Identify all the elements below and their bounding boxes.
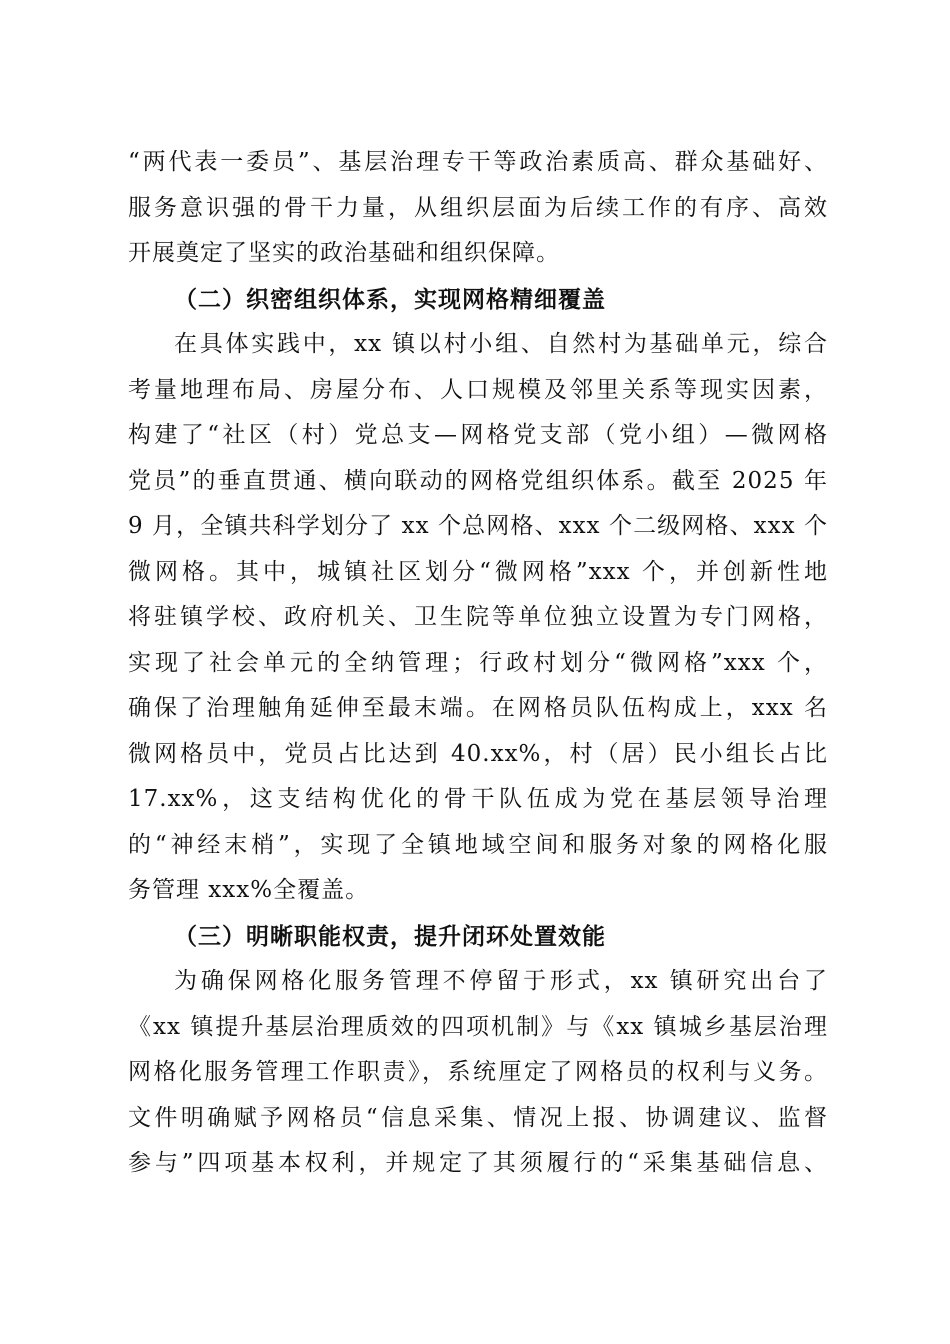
paragraph-line: 的“神经末梢”，实现了全镇地域空间和服务对象的网格化服 — [128, 831, 828, 858]
paragraph-line: 开展奠定了坚实的政治基础和组织保障。 — [128, 240, 560, 266]
paragraph-line: 实现了社会单元的全纳管理；行政村划分“微网格”xxx 个， — [128, 649, 828, 676]
paragraph-line: 微网格员中，党员占比达到 40.xx%，村（居）民小组长占比 — [128, 740, 828, 767]
paragraph-line: 文件明确赋予网格员“信息采集、情况上报、协调建议、监督 — [128, 1104, 828, 1131]
paragraph-line: 在具体实践中，xx 镇以村小组、自然村为基础单元，综合 — [174, 331, 828, 357]
paragraph-line: 9 月，全镇共科学划分了 xx 个总网格、xxx 个二级网格、xxx 个 — [128, 513, 828, 539]
paragraph-line: 确保了治理触角延伸至最末端。在网格员队伍构成上，xxx 名 — [128, 695, 828, 721]
document-body — [128, 140, 828, 1187]
paragraph-line: 将驻镇学校、政府机关、卫生院等单位独立设置为专门网格， — [128, 604, 828, 630]
paragraph-line: 参与”四项基本权利，并规定了其须履行的“采集基础信息、 — [128, 1150, 828, 1176]
section-heading-2: （二）织密组织体系，实现网格精细覆盖 — [174, 285, 606, 313]
paragraph-line: 构建了“社区（村）党总支—网格党支部（党小组）—微网格 — [128, 422, 828, 448]
paragraph-line: 党员”的垂直贯通、横向联动的网格党组织体系。截至 2025 年 — [128, 467, 828, 494]
paragraph-line: 为确保网格化服务管理不停留于形式，xx 镇研究出台了 — [174, 968, 828, 994]
paragraph-line: “两代表一委员”、基层治理专干等政治素质高、群众基础好、 — [128, 149, 828, 175]
section-heading-3: （三）明晰职能权责，提升闭环处置效能 — [174, 922, 606, 950]
paragraph-line: 网格化服务管理工作职责》，系统厘定了网格员的权利与义务。 — [128, 1059, 828, 1085]
paragraph-line: 务管理 xxx%全覆盖。 — [128, 877, 370, 903]
paragraph-line: 考量地理布局、房屋分布、人口规模及邻里关系等现实因素， — [128, 376, 828, 403]
paragraph-line: 17.xx%，这支结构优化的骨干队伍成为党在基层领导治理 — [128, 786, 828, 812]
paragraph-line: 服务意识强的骨干力量，从组织层面为后续工作的有序、高效 — [128, 194, 828, 221]
paragraph-line: 《xx 镇提升基层治理质效的四项机制》与《xx 镇城乡基层治理 — [128, 1013, 828, 1040]
paragraph-line: 微网格。其中，城镇社区划分“微网格”xxx 个，并创新性地 — [128, 558, 828, 585]
